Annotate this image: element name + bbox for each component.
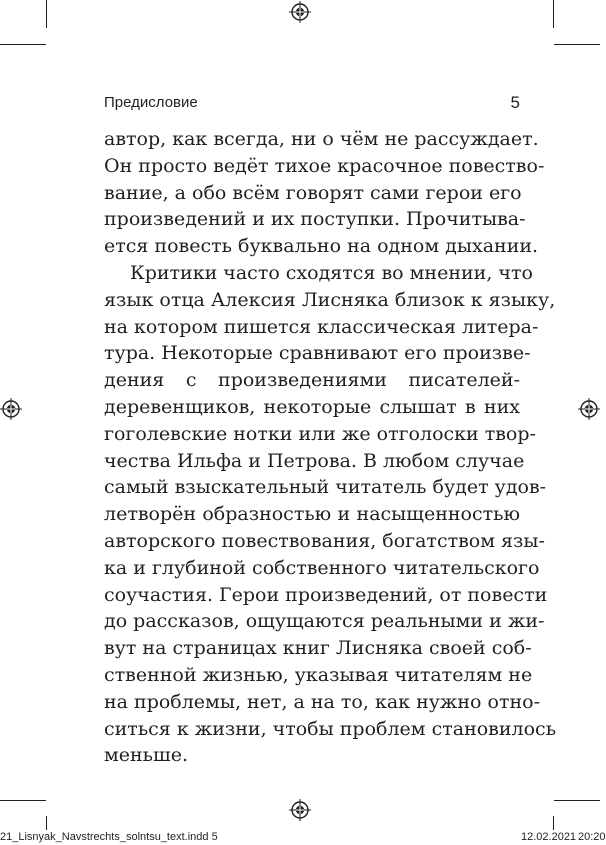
body-text: [104, 126, 557, 769]
text-line: летворён образностью и насыщенностью: [104, 503, 520, 526]
text-line: соучастия. Герои произведений, от повести: [104, 583, 548, 606]
text-line: язык отца Алексия Лисняка близок к языку,: [104, 288, 556, 311]
text-line: Критики часто сходятся во мнении, что: [130, 261, 533, 284]
text-line: меньше.: [104, 744, 188, 767]
text-line: на котором пишется классическая литера-: [104, 315, 539, 338]
crop-mark-top-left-v: [46, 0, 47, 28]
crop-mark-top-left-h: [0, 44, 46, 45]
text-line: на проблемы, нет, а на то, как нужно отно-: [104, 690, 541, 713]
crop-mark-bottom-right-v: [553, 816, 554, 830]
text-line: дения с произведениями писателей-: [104, 369, 520, 392]
registration-mark-left-icon: [0, 398, 22, 420]
crop-mark-top-right-v: [553, 0, 554, 28]
crop-mark-bottom-left-v: [46, 816, 47, 830]
text-line: авторского повествования, богатством язы-: [104, 529, 545, 552]
running-header: [104, 92, 520, 114]
text-line: самый взыскательный читатель будет удов-: [104, 476, 547, 499]
registration-mark-top-icon: [289, 1, 311, 23]
text-line: ется повесть буквально на одном дыхании.: [104, 235, 539, 258]
slug-file-name: 21_Lisnyak_Navstrechts_solntsu_text.indd 5: [0, 831, 218, 843]
section-title: Предисловие: [104, 94, 198, 111]
registration-mark-right-icon: [578, 398, 600, 420]
text-line: тура. Некоторые сравнивают его произве-: [104, 342, 531, 365]
print-slug: [0, 829, 606, 845]
paragraph-1: [104, 126, 545, 260]
crop-mark-top-right-h: [554, 44, 600, 45]
slug-date: 12.02.2021: [521, 831, 577, 843]
text-line: чества Ильфа и Петрова. В любом случае: [104, 449, 525, 472]
text-line: гоголевские нотки или же отголоски твор-: [104, 422, 536, 445]
text-line: до рассказов, ощущаются реальными и жи-: [104, 610, 545, 633]
paragraph-2: [104, 260, 557, 769]
text-line: ка и глубиной собственного читательского: [104, 556, 540, 579]
slug-time: 20:20: [578, 831, 606, 843]
text-line: произведений и их поступки. Прочитыва-: [104, 208, 526, 231]
crop-mark-bottom-right-h: [554, 800, 600, 801]
text-line: автор, как всегда, ни о чём не рассуждает.: [104, 128, 539, 150]
text-line: вут на страницах книг Лисняка своей соб-: [104, 637, 532, 660]
text-line: ситься к жизни, чтобы проблем становилось: [104, 717, 557, 740]
text-line: вание, а обо всём говорят сами герои его: [104, 181, 522, 204]
text-line: Он просто ведёт тихое красочное повество-: [104, 154, 545, 177]
page-number: 5: [510, 93, 520, 112]
registration-mark-bottom-icon: [289, 799, 311, 821]
text-line: ственной жизнью, указывая читателям не: [104, 663, 533, 686]
crop-mark-bottom-left-h: [0, 800, 46, 801]
text-line: деревенщиков, некоторые слышат в них: [104, 395, 520, 418]
